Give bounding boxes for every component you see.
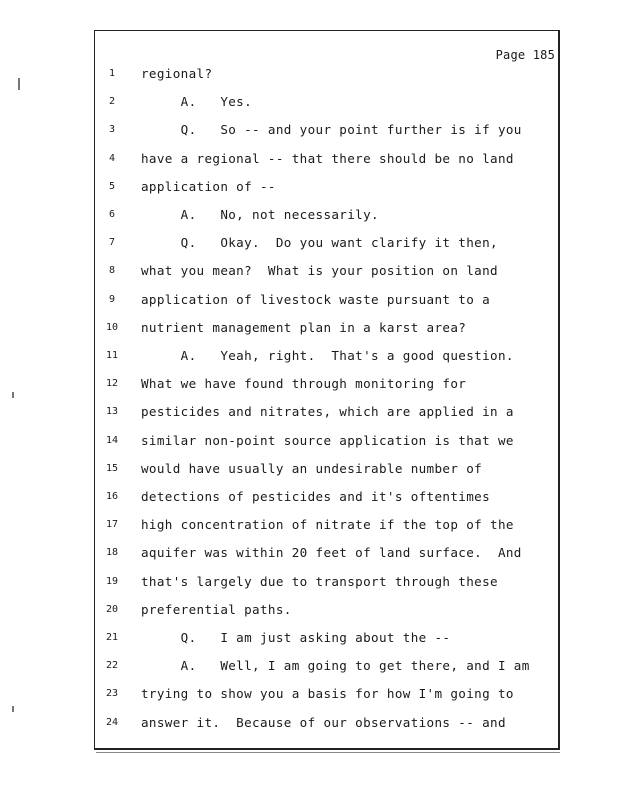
line-number: 14: [105, 434, 119, 446]
line-text: similar non-point source application is that we: [141, 432, 514, 448]
transcript-line: [0, 348, 618, 368]
line-number: 8: [108, 265, 116, 277]
line-number: 21: [105, 632, 119, 643]
line-text: What we have found through monitoring for: [141, 376, 467, 392]
transcript-line: [0, 574, 618, 594]
line-number: 13: [105, 406, 119, 418]
line-number: 1: [108, 68, 116, 79]
line-text: A. Yeah, right. That's a good question.: [141, 348, 514, 363]
line-text: application of livestock waste pursuant to a: [141, 291, 491, 307]
line-number: 6: [108, 209, 116, 220]
transcript-line: [0, 630, 618, 650]
transcript-line: [0, 433, 618, 453]
line-text: that's largely due to transport through these: [141, 573, 498, 589]
transcript-line: [0, 404, 618, 424]
transcript-line: [0, 461, 618, 481]
line-text: what you mean? What is your position on land: [141, 263, 498, 279]
scan-mark: [12, 392, 14, 398]
transcript-line: [0, 122, 618, 142]
line-number: 11: [105, 350, 119, 361]
transcript-line: [0, 686, 618, 706]
transcript-line: [0, 545, 618, 565]
line-number: 17: [105, 519, 119, 531]
transcript-line: [0, 602, 618, 622]
line-text: A. No, not necessarily.: [141, 207, 379, 222]
transcript-line: [0, 489, 618, 509]
line-text: aquifer was within 20 feet of land surface. And: [141, 545, 522, 561]
transcript-line: [0, 207, 618, 227]
line-number: 19: [105, 575, 119, 587]
transcript-line: [0, 517, 618, 537]
line-text: trying to show you a basis for how I'm going to: [141, 686, 514, 702]
transcript-line: [0, 715, 618, 735]
transcript-line: [0, 292, 618, 312]
transcript-line: [0, 658, 618, 678]
line-text: detections of pesticides and it's oftentimes: [141, 489, 491, 504]
line-text: A. Yes.: [141, 94, 253, 110]
line-text: Q. Okay. Do you want clarify it then,: [141, 235, 498, 251]
line-number: 4: [108, 152, 116, 164]
line-text: A. Well, I am going to get there, and I am: [141, 658, 530, 674]
line-text: Q. I am just asking about the --: [141, 630, 451, 645]
transcript-line: [0, 94, 618, 114]
line-number: 24: [105, 716, 119, 728]
line-number: 16: [105, 491, 119, 502]
line-number: 22: [105, 660, 119, 672]
transcript-line: [0, 320, 618, 340]
line-text: preferential paths.: [141, 601, 292, 617]
line-number: 2: [108, 96, 116, 108]
transcript-line: [0, 179, 618, 199]
bottom-rule: [96, 752, 560, 753]
line-number: 7: [108, 237, 116, 249]
line-text: nutrient management plan in a karst area?: [141, 319, 467, 335]
transcript-line: [0, 151, 618, 171]
line-text: have a regional -- that there should be no land: [141, 150, 514, 166]
line-text: pesticides and nitrates, which are applied in a: [141, 404, 514, 420]
line-number: 15: [105, 462, 119, 474]
line-text: Q. So -- and your point further is if you: [141, 122, 522, 138]
line-number: 3: [108, 124, 116, 136]
line-number: 18: [105, 547, 119, 559]
transcript-line: [0, 235, 618, 255]
line-number: 9: [108, 293, 116, 305]
scan-mark: [18, 78, 20, 90]
line-text: would have usually an undesirable number of: [141, 460, 483, 476]
transcript-line: [0, 376, 618, 396]
line-number: 12: [105, 378, 119, 390]
line-text: application of --: [141, 178, 276, 194]
line-number: 10: [105, 321, 119, 333]
line-number: 23: [105, 688, 119, 700]
line-text: regional?: [141, 66, 213, 81]
line-text: answer it. Because of our observations -- and: [141, 714, 506, 730]
line-number: 5: [108, 180, 116, 192]
line-number: 20: [105, 603, 119, 615]
page-number: Page 185: [495, 48, 555, 62]
scan-mark: [12, 706, 14, 712]
transcript-line: [0, 66, 618, 86]
transcript-line: [0, 263, 618, 283]
line-text: high concentration of nitrate if the top of the: [141, 517, 514, 533]
